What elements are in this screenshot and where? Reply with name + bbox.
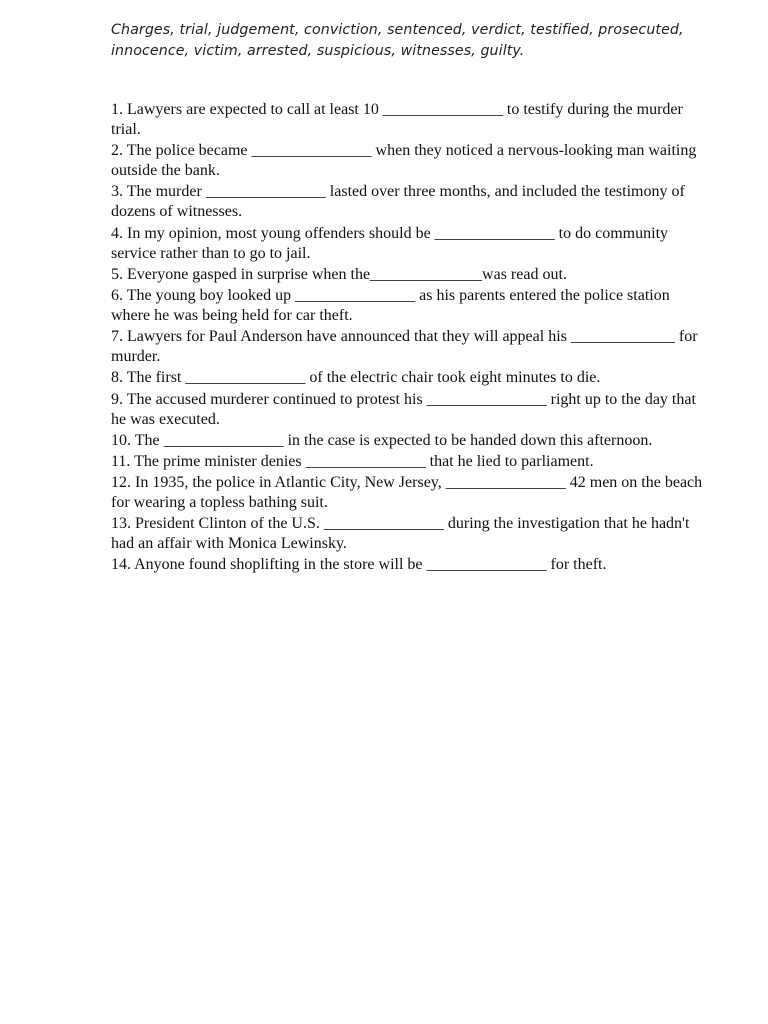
- question-3: 3. The murder _______________ lasted over three months, and included the testimony of dozens of witnesses.: [111, 183, 685, 221]
- question-9: 9. The accused murderer continued to protest his _______________ right up to the day that he was executed.: [111, 390, 696, 428]
- question-4: 4. In my opinion, most young offenders should be _______________ to do community service rather than to go to jail.: [111, 224, 669, 262]
- question-13: 13. President Clinton of the U.S. _______________ during the investigation that he hadn't had an affair with Monica Lewinsky.: [111, 515, 690, 553]
- question-2: 2. The police became _______________ when they noticed a nervous-looking man waiting outside the bank.: [111, 142, 697, 180]
- question-list: [111, 100, 711, 577]
- word-bank: Charges, trial, judgement, conviction, sentenced, verdict, testified, prosecuted, innocence, victim, arrested, suspicious, witnesses, guilty.: [111, 22, 684, 59]
- question-8: 8. The first _______________ of the electric chair took eight minutes to die.: [111, 369, 601, 387]
- question-12: 12. In 1935, the police in Atlantic City, New Jersey, _______________ 42 men on the beach for wearing a topless bathing suit.: [111, 474, 703, 512]
- question-1: 1. Lawyers are expected to call at least 10 _______________ to testify during the murder trial.: [111, 101, 683, 138]
- question-5: 5. Everyone gasped in surprise when the______________was read out.: [111, 265, 567, 283]
- question-10: 10. The _______________ in the case is expected to be handed down this afternoon.: [111, 431, 653, 449]
- question-11: 11. The prime minister denies _______________ that he lied to parliament.: [111, 452, 594, 470]
- question-14: 14. Anyone found shoplifting in the store will be _______________ for theft.: [111, 556, 607, 574]
- question-7: 7. Lawyers for Paul Anderson have announced that they will appeal his _____________ for murder.: [111, 328, 698, 366]
- question-6: 6. The young boy looked up _______________ as his parents entered the police station where he was being held for car theft.: [111, 286, 670, 324]
